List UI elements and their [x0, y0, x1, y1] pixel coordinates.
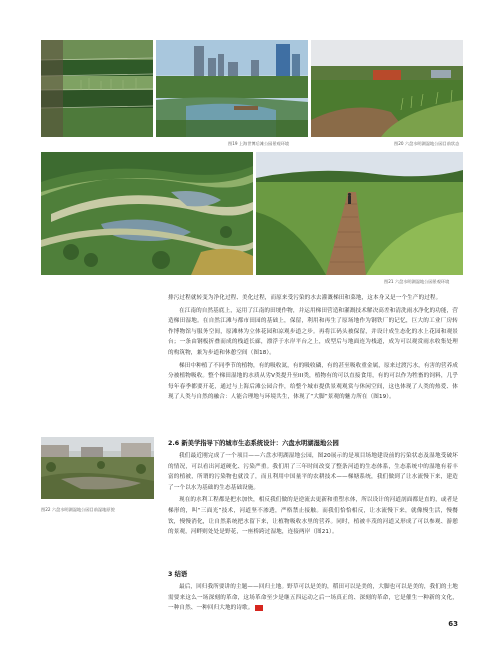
body-column-upper: [168, 293, 458, 405]
page-number: 63: [448, 620, 458, 628]
photo-boardwalk-wetland-path: [256, 152, 463, 275]
fig21-caption: 图21 六盘水明湖湿地公园景观环境: [384, 279, 450, 284]
fig22-caption: 图22 六盘水明湖湿地公园目前湿地原貌: [41, 507, 115, 512]
photo-wetland-original-state: [41, 437, 154, 499]
photo-big-foot-boardwalk: [311, 40, 463, 137]
end-of-article-mark: [255, 605, 263, 611]
photo-wetland-terraces-left: [41, 40, 153, 137]
fig20-caption: 图20 六盘水明湖湿地公园目前状态: [394, 141, 460, 146]
paragraph-1: 排污过程就转变为净化过程、美化过程，而原来受污染的水去灌溉梯田和菜地，这本身又是一个生产的过程。: [168, 295, 442, 301]
paragraph-2: 在江南的自然基底上，运用了江南的田埂作物，并运用梯田营造和灌溉技术解决高差和清洗雨水净化的功能，营造梯田湿地。在自然江滩与都市田园的基础上，保留，利用和再生了原场地作为钢铁厂的记忆，巨大的工业厂房转作博物馆与服务空间，原滩林为立体花园和凉观步道之步。再将江码头被保留，并设计成生态化的水上花园和观景台；一条由钢板折叠而成的栈道长廊，漂浮于水岸平台之上，成型后与地面连为栈道，成为可以观赏雨水收集处理的构筑物，兼为步道和休憩空间（图18）。: [168, 307, 458, 356]
paragraph-3: 梯田中种植了不同季节的植物，有的吸收氮，有的吸收磷，有的甚至吸收重金属，原来过渡污水，有害的营养成分被植物吸收。整个梯田湿地的水质从劣V类提升至III类，植物有的可以直接食用，有的可以作为牲畜的饲料，几乎每年春季都要开花，通过与上海后滩公园合作，给整个城市提供景观观赏与休闲空间，这也体现了人类的热爱、体现了人类与自然的融合：人能合理地与环境共生，体现了“大脚”景观的魅力所在（图19）。: [168, 362, 458, 401]
body-column-lower: [168, 582, 458, 616]
photo-city-skyline-river: [156, 40, 308, 137]
section-heading-2-6: 2.6 新美学指导下的城市生态系统设计：六盘水明湖湿地公园: [168, 440, 339, 447]
paragraph-5: 现在的水利工程都是把水加快，相反我们做的是逆流去更新和重塑水体，所以设计的河道剖面都是直的，或者是梯形的，叫“三面光”技术，河道坚不渗透，严格禁止接触。而我们恰恰相反，让水流慢下来，就像慢生活，慢餐饮，慢慢消化，让自然系统把水留下来，让植物吸收水里的营养。同时，植被丰茂的河道又形成了可以参观、游憩的景观，河畔则处处是野花，一座桥跨过湿地，连接两岸（图21）。: [168, 497, 458, 536]
conclusion-heading: 3 结语: [168, 571, 188, 578]
body-column-middle: [168, 451, 458, 540]
paragraph-6: [168, 582, 458, 614]
fig19-caption: 图19 上海世博后滩公园景观环境: [228, 141, 290, 146]
paragraph-6-text: 最后，回归我所要讲的主题——回归土地。野草可以是美的，稻田可以是美的，大脚也可以是美的，我们的土地需要来这么一场深刻的革命，这场革命至少是继五四运动之后一场真正的、深刻的革命，它是催生一种新的文化，一种自然、一种回归大地的诗歌。: [168, 584, 458, 612]
photo-terraced-wetland-aerial: [41, 152, 253, 275]
paragraph-4: 我们最近刚完成了一个项目——六盘水明湖湿地公园，图20展示的是项目场地建设前的污染状态及湿地受破坏的情况，可以看出河道硬化、污染严重。我们用了三年时间改变了整条河道的生态体系，生态系统中的湿地有着丰富的植被，所谓的污染物也就没了，而且利用中国量平的农耕技术——梯塘系统，我们做到了让水流慢下来，建造了一个以水为基础的生态基础设施。: [168, 453, 458, 491]
